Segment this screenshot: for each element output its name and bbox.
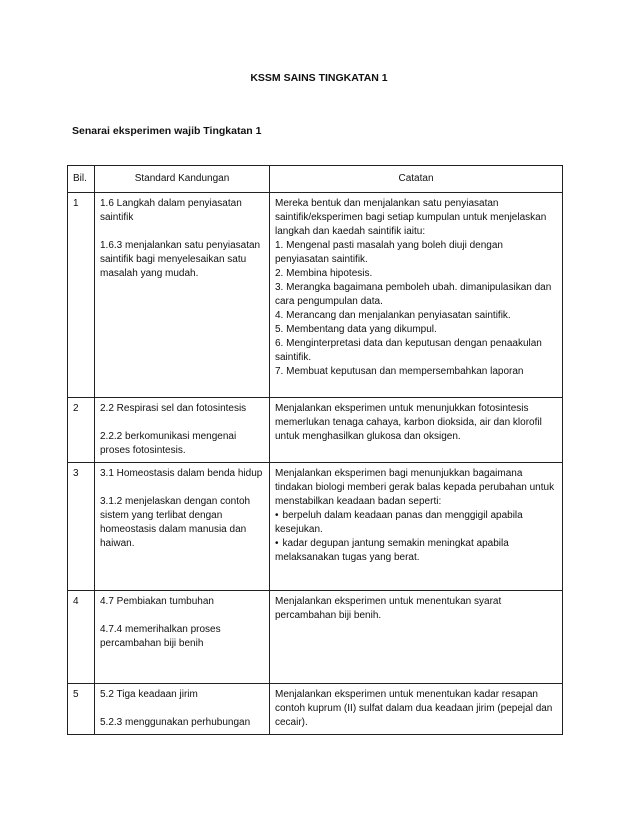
catatan-cell xyxy=(270,591,563,684)
catatan-intro: Mereka bentuk dan menjalankan satu penyiasatan saintifik/eksperimen bagi setiap kumpulan untuk menjelaskan langkah dan kaedah saintifik iaitu: xyxy=(275,198,547,237)
catatan-cell xyxy=(270,684,563,735)
standard-title: 1.6 Langkah dalam penyiasatan saintifik xyxy=(100,198,242,223)
catatan-bullet-item: • kadar degupan jantung semakin meningkat apabila melaksanakan tugas yang berat. xyxy=(275,537,557,565)
row-number: 4 xyxy=(68,591,95,684)
table-row xyxy=(68,398,563,463)
standard-cell xyxy=(95,591,270,684)
catatan-bullet-item: • berpeluh dalam keadaan panas dan menggigil apabila kesejukan. xyxy=(275,509,557,537)
standard-sub: 2.2.2 berkomunikasi mengenai proses fotosintesis. xyxy=(100,431,237,456)
catatan-item: 3. Merangka bagaimana pemboleh ubah. dimanipulasikan dan cara pengumpulan data. xyxy=(275,282,552,307)
table-row xyxy=(68,684,563,735)
standard-title: 4.7 Pembiakan tumbuhan xyxy=(100,596,214,607)
table-row xyxy=(68,463,563,591)
standard-sub: 5.2.3 menggunakan perhubungan xyxy=(100,717,251,728)
catatan-item: 4. Merancang dan menjalankan penyiasatan saintifik. xyxy=(275,310,511,321)
table-header-row xyxy=(68,166,563,193)
header-bil: Bil. xyxy=(68,166,95,193)
row-number: 2 xyxy=(68,398,95,463)
standard-cell xyxy=(95,684,270,735)
row-number: 3 xyxy=(68,463,95,591)
standard-sub: 1.6.3 menjalankan satu penyiasatan saintifik bagi menyelesaikan satu masalah yang mudah. xyxy=(100,240,261,279)
catatan-item: 6. Menginterpretasi data dan keputusan dengan penaakulan saintifik. xyxy=(275,338,542,363)
row-number: 5 xyxy=(68,684,95,735)
header-standard-kandungan: Standard Kandungan xyxy=(95,166,270,193)
standard-sub: 4.7.4 memerihalkan proses percambahan biji benih xyxy=(100,624,221,649)
standard-cell xyxy=(95,463,270,591)
standard-cell xyxy=(95,193,270,398)
standard-title: 2.2 Respirasi sel dan fotosintesis xyxy=(100,403,247,414)
catatan-intro: Menjalankan eksperimen untuk menentukan syarat percambahan biji benih. xyxy=(275,596,502,621)
standard-sub: 3.1.2 menjelaskan dengan contoh sistem yang terlibat dengan homeostasis dalam manusia dan haiwan. xyxy=(100,496,251,549)
catatan-item: 1. Mengenal pasti masalah yang boleh diuji dengan penyiasatan saintifik. xyxy=(275,240,503,265)
catatan-item: 2. Membina hipotesis. xyxy=(275,268,373,279)
catatan-cell xyxy=(270,398,563,463)
document-subtitle: Senarai eksperimen wajib Tingkatan 1 xyxy=(72,125,262,137)
table-row xyxy=(68,591,563,684)
table-row xyxy=(68,193,563,398)
catatan-intro: Menjalankan eksperimen untuk menentukan kadar resapan contoh kuprum (II) sulfat dalam dua keadaan jirim (pepejal dan cecair). xyxy=(275,689,553,728)
experiment-table xyxy=(67,165,563,735)
catatan-cell xyxy=(270,193,563,398)
standard-title: 5.2 Tiga keadaan jirim xyxy=(100,689,198,700)
standard-cell xyxy=(95,398,270,463)
document-title: KSSM SAINS TINGKATAN 1 xyxy=(250,72,388,84)
catatan-item: 7. Membuat keputusan dan mempersembahkan laporan xyxy=(275,366,524,377)
header-catatan: Catatan xyxy=(270,166,563,193)
catatan-intro: Menjalankan eksperimen untuk menunjukkan fotosintesis memerlukan tenaga cahaya, karbon dioksida, air dan klorofil untuk menghasilkan glukosa dan oksigen. xyxy=(275,403,542,442)
standard-title: 3.1 Homeostasis dalam benda hidup xyxy=(100,468,263,479)
catatan-item: 5. Membentang data yang dikumpul. xyxy=(275,324,437,335)
catatan-intro: Menjalankan eksperimen bagi menunjukkan bagaimana tindakan biologi memberi gerak balas kepada perubahan untuk menstabilkan keadaan badan seperti: xyxy=(275,468,555,507)
catatan-cell xyxy=(270,463,563,591)
row-number: 1 xyxy=(68,193,95,398)
